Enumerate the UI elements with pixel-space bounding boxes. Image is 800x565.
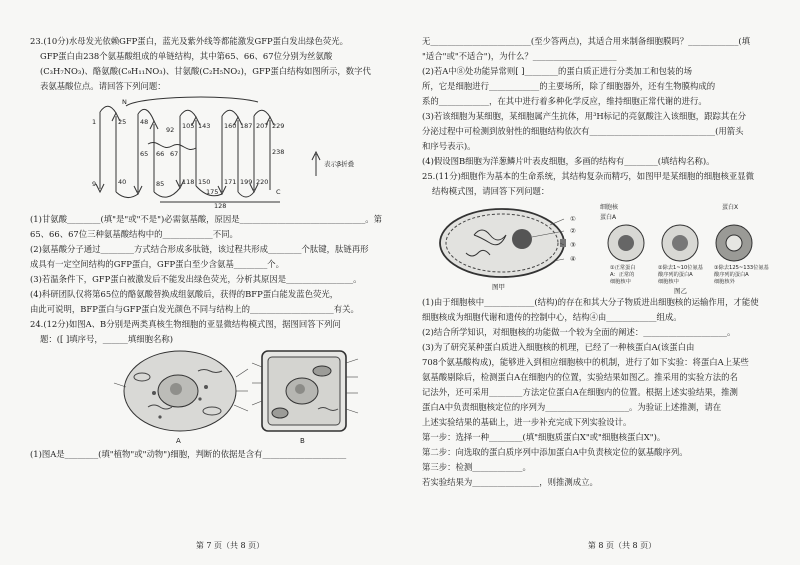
cell-diagrams-figure <box>30 347 390 447</box>
site-label: 25 <box>118 118 127 126</box>
q25-result: 若实验结果为________________，则推测成立。 <box>422 477 598 487</box>
q24-cont-line: (4)假设图B细胞为洋葱鳞片叶表皮细胞，多画的结构有________(填结构名称)。 <box>422 156 715 166</box>
plant-cell-drawing <box>252 351 358 445</box>
site-label: 150 <box>198 178 211 186</box>
site-label: 175 <box>206 188 219 196</box>
gfp-diagram-svg <box>30 94 390 212</box>
q25-step-3: 第三步：检测____________。 <box>422 462 531 472</box>
q25-sub-2: (2)结合所学知识，对细胞核的功能做一个较为全面的阐述：____________________。 <box>422 327 736 337</box>
gfp-structure-figure <box>30 94 390 212</box>
q24-sub-1: (1)图A是________(填"植物"或"动物")细胞，判断的依据是含有____________________ <box>30 449 347 459</box>
page-8-footer: 第 8 页（共 8 页） <box>587 541 657 550</box>
caption-2b: 酸序列的蛋白A <box>658 272 693 278</box>
legend-protein-x: 蛋白X <box>722 204 739 211</box>
figure-yi <box>600 203 770 295</box>
q23-sub-1a: (1)甘氨酸________(填"是"或"不是")必需氨基酸，原因是______________________________。第 <box>30 214 383 224</box>
label-figure-yi: 图乙 <box>674 287 687 295</box>
caption-1c: 细胞核中 <box>610 279 631 285</box>
caption-2c: 细胞核中 <box>658 279 679 285</box>
q24-cont-line: (3)若该细胞为某细胞，某细胞属产生抗体，用³H标记的亮氨酸注入该细胞，跟踪其在分 <box>422 111 747 121</box>
question-23 <box>30 34 390 317</box>
site-label: 105 <box>182 122 195 130</box>
q23-line-2: GFP蛋白由238个氨基酸组成的单链结构，其中第65、66、67位分别为丝氨酸 <box>40 51 333 61</box>
q24-cont-line: "适合"或"不适合")，为什么？____________________ <box>422 51 617 61</box>
site-label: 48 <box>140 118 149 126</box>
label-3: ③ <box>570 241 576 249</box>
site-label: 229 <box>272 122 285 130</box>
page-7-footer: 第 7 页（共 8 页） <box>195 541 265 550</box>
q24-cont-line: 分泌过程中可检测到放射性的细胞结构依次有______________________________(用箭头 <box>422 126 744 136</box>
q24-cont-line: 系的____________，在其中进行着多种化学反应，维持细胞正常代谢的进行。 <box>422 96 707 106</box>
site-label: 92 <box>166 126 175 134</box>
label-cell-a: A <box>176 437 181 445</box>
q25-sub-3a: (3)为了研究某种蛋白质进入细胞核的机理，已经了一种核蛋白A(该蛋白由 <box>422 342 695 352</box>
site-label: 143 <box>198 122 211 130</box>
caption-2a: ②除去1~10位氨基 <box>658 265 703 271</box>
site-label: 9 <box>92 180 97 188</box>
label-2: ② <box>570 227 576 235</box>
q25-sub-3c: 氨基酸剔除后，检测蛋白A在细胞内的位置，实验结果如图乙。推采用的实验方法的名 <box>422 372 738 382</box>
caption-3b: 酸序列的蛋白A <box>714 272 749 278</box>
nucleus-svg <box>422 199 782 295</box>
q23-sub-1b: 65、66、67位三种氨基酸结构中的____________不同。 <box>30 229 238 239</box>
site-label: 40 <box>118 178 127 186</box>
nucleus-drawing <box>440 209 576 291</box>
legend-protein-a: 蛋白A <box>600 214 617 221</box>
site-label: 65 <box>140 150 149 158</box>
q25-sub-3d: 记法外，还可采用________方法定位蛋白A在细胞内的位置。根据上述实验结果，推测 <box>422 387 738 397</box>
question-24 <box>30 317 390 462</box>
site-label: 207 <box>256 122 269 130</box>
q25-sub-1a: (1)由于细胞核中____________(结构)的存在和其大分子物质进出细胞核的运输作用，才能使 <box>422 297 759 307</box>
q24-cont-line: 和序号表示)。 <box>422 141 476 151</box>
q24-cont-line: 所，它是细胞进行____________的主要场所，除了细胞器外，还有生物膜构成的 <box>422 81 716 91</box>
q25-sub-1b: 细胞核成为细胞代谢和遗传的控制中心，结构④由____________组成。 <box>422 312 682 322</box>
site-label: 128 <box>214 202 227 210</box>
label-1: ① <box>570 215 576 223</box>
site-label: 85 <box>156 180 165 188</box>
site-label: 118 <box>182 178 195 186</box>
nucleus-figure <box>422 199 782 295</box>
site-label: 66 <box>156 150 165 158</box>
label-c-terminus: C <box>276 188 281 196</box>
site-label: 187 <box>240 122 253 130</box>
label-legend-beta-sheet: 表示β折叠 <box>324 160 355 168</box>
caption-3c: 细胞核外 <box>714 279 735 285</box>
q23-sub-3: (3)若温条件下，GFP蛋白被激发后不能发出绿色荧光，分析其原因是________________。 <box>30 274 362 284</box>
page-8 <box>400 0 800 565</box>
animal-cell-drawing <box>114 351 248 445</box>
caption-1b: A：正常的 <box>610 272 635 278</box>
q25-line-2: 结构模式图，请回答下列问题： <box>432 186 550 196</box>
q23-line-4: 表氨基酸位点。请回答下列问题： <box>40 81 166 91</box>
site-label: 199 <box>240 178 253 186</box>
caption-1a: ①正常蛋白 <box>610 265 636 271</box>
label-figure-jia: 图甲 <box>492 283 505 291</box>
site-label: 220 <box>256 178 269 186</box>
legend-nucleus: 细胞核 <box>600 204 619 211</box>
site-label: 171 <box>224 178 237 186</box>
q25-step-1: 第一步：选择一种________(填"细胞质蛋白X"或"细胞核蛋白X")。 <box>422 432 666 442</box>
site-label: 160 <box>224 122 237 130</box>
caption-3a: ③除去125~133位氨基 <box>714 265 769 271</box>
label-cell-b: B <box>300 437 305 445</box>
q23-sub-4a: (4)科研团队仅将第65位的酪氨酸替换成组氨酸后，获得的BFP蛋白能发蓝色荧光， <box>30 289 339 299</box>
label-n-terminus: N <box>122 98 127 106</box>
q25-line-1: 25.(11分)细胞作为基本的生命系统，其结构复杂而精巧，如图甲是某细胞的细胞核亚显微 <box>422 171 755 181</box>
q24-cont-line: 无________________________(至少答两点)，其适合用来制备细胞膜吗？____________(填 <box>422 36 751 46</box>
q23-line-3: (C₃H₇NO₃)、酪氨酸(C₉H₁₁NO₃)、甘氨酸(C₂H₅NO₂)，GFP蛋白结构如图所示，数字代 <box>40 66 371 76</box>
q25-sub-3b: 708个氨基酸构成)，能够进入到相应细胞核中的机制，进行了如下实验：将蛋白A上某些 <box>422 357 749 367</box>
question-25 <box>422 169 782 490</box>
cell-diagrams-svg <box>30 347 390 447</box>
label-4: ④ <box>570 255 576 263</box>
q24-line-2: 题：([ ]填序号，______填细胞名称) <box>40 334 173 344</box>
question-24-continued <box>422 34 782 169</box>
q23-sub-2b: 成具有一定空间结构的GFP蛋白，GFP蛋白至少含氨基________个。 <box>30 259 285 269</box>
q25-step-2: 第二步：向选取的蛋白质序列中添加蛋白A中负责核定位的氨基酸序列。 <box>422 447 688 457</box>
site-label: 67 <box>170 150 179 158</box>
q25-sub-3f: 上述实验结果的基础上，进一步补充完成下列实验设计。 <box>422 417 632 427</box>
q23-sub-4b: 由此可说明，BFP蛋白与GFP蛋白发光颜色不同与结构上的____________________有关。 <box>30 304 359 314</box>
q24-cont-line: (2)若A中⑧处功能异常则[ ]________的蛋白质正进行分类加工和包装的场 <box>422 66 692 76</box>
q23-sub-2a: (2)氨基酸分子通过________方式结合形成多肽链，该过程共形成________个肽键，肽链再形 <box>30 244 369 254</box>
site-label: 1 <box>92 118 97 126</box>
q24-line-1: 24.(12分)如图A、B分别是两类真核生物细胞的亚显微结构模式图，据图回答下列问 <box>30 319 341 329</box>
site-label: 238 <box>272 148 285 156</box>
q23-line-1: 23.(10分)水母发光依赖GFP蛋白，蓝光及紫外线等都能激发GFP蛋白发出绿色荧光。 <box>30 36 349 46</box>
q25-sub-3e: 蛋白A中负责细胞核定位的序列为____________________。为验证上述推测，请在 <box>422 402 722 412</box>
